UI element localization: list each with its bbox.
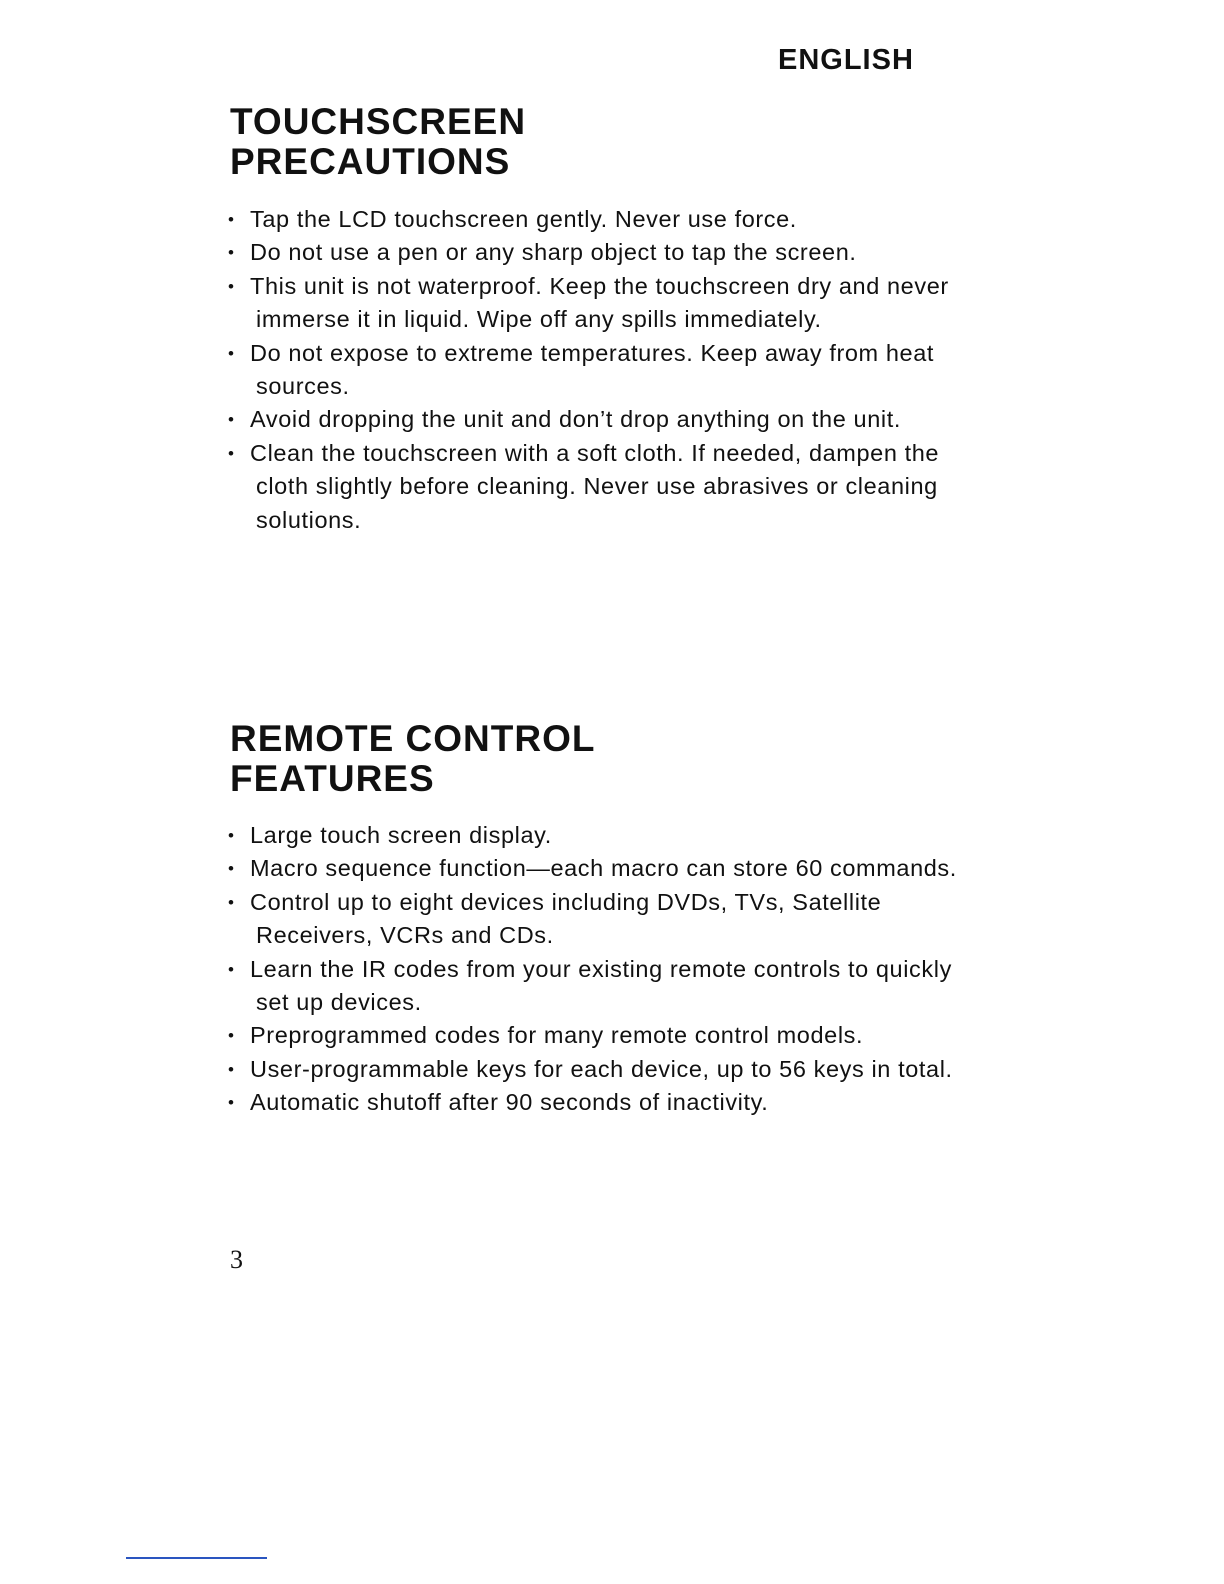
list-item: • Do not use a pen or any sharp object to tap the screen. — [228, 236, 988, 269]
remote-control-features-heading — [230, 719, 950, 799]
heading-line: TOUCHSCREEN — [230, 101, 527, 142]
list-item: • Avoid dropping the unit and don’t drop anything on the unit. — [228, 403, 988, 436]
touchscreen-precautions-heading — [230, 102, 950, 182]
precautions-list — [228, 203, 988, 537]
heading-line: PRECAUTIONS — [230, 141, 511, 182]
list-item: • Tap the LCD touchscreen gently. Never use force. — [228, 203, 988, 236]
list-item: • Do not expose to extreme temperatures. Keep away from heat sources. — [228, 337, 988, 404]
page-number: 3 — [230, 1245, 243, 1274]
list-item: • This unit is not waterproof. Keep the touchscreen dry and never immerse it in liquid. Wipe off any spills immediately. — [228, 270, 988, 337]
list-item: • Learn the IR codes from your existing remote controls to quickly set up devices. — [228, 953, 988, 1020]
list-item: • Automatic shutoff after 90 seconds of inactivity. — [228, 1086, 988, 1119]
language-label: ENGLISH — [778, 44, 914, 76]
list-item: • Clean the touchscreen with a soft cloth. If needed, dampen the cloth slightly before cleaning. Never use abrasives or cleaning solutions. — [228, 437, 988, 537]
heading-line: REMOTE CONTROL — [230, 718, 596, 759]
features-list — [228, 819, 988, 1120]
list-item: • Large touch screen display. — [228, 819, 988, 852]
list-item: • Control up to eight devices including DVDs, TVs, Satellite Receivers, VCRs and CDs. — [228, 886, 988, 953]
heading-line: FEATURES — [230, 758, 435, 799]
footer-divider — [126, 1557, 267, 1559]
list-item: • Macro sequence function—each macro can store 60 commands. — [228, 852, 988, 885]
list-item: • User-programmable keys for each device, up to 56 keys in total. — [228, 1053, 988, 1086]
list-item: • Preprogrammed codes for many remote control models. — [228, 1019, 988, 1052]
